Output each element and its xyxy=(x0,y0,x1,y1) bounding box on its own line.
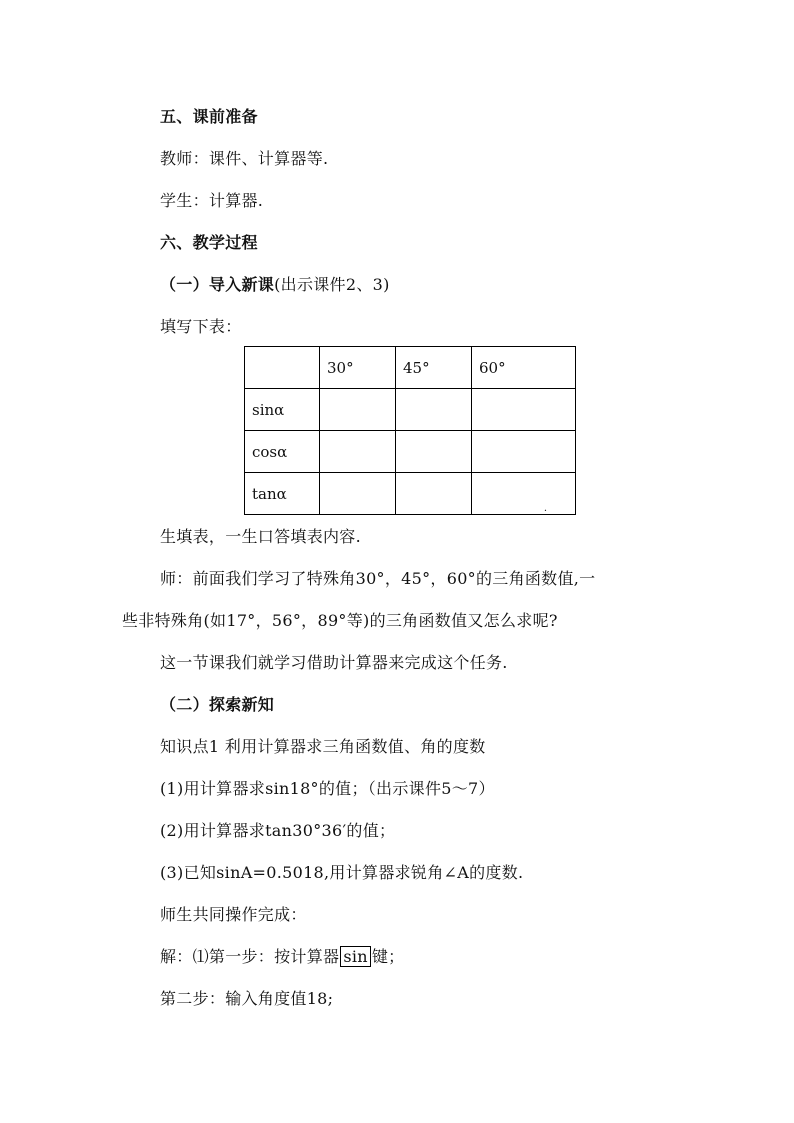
table-cell xyxy=(472,389,576,431)
teacher-question-line2: 些非特殊角(如17°，56°，89°等)的三角函数值又怎么求呢? xyxy=(122,611,558,630)
table-cell: 45° xyxy=(396,347,472,389)
table-cell xyxy=(245,347,320,389)
lesson-goal: 这一节课我们就学习借助计算器来完成这个任务. xyxy=(160,653,508,672)
table-cell xyxy=(320,431,396,473)
sin-key-label: sin xyxy=(340,946,371,967)
solution-step-2: 第二步：输入角度值18; xyxy=(160,989,334,1008)
section-heading-preparation: 五、课前准备 xyxy=(160,107,258,126)
table-cell xyxy=(320,389,396,431)
section-heading-process: 六、教学过程 xyxy=(160,233,258,252)
solution-step-1 xyxy=(160,946,404,968)
solution-step-1-text: 解：⑴第一步：按计算器 xyxy=(160,947,340,966)
teacher-question-line1: 师：前面我们学习了特殊角30°，45°，60°的三角函数值,一 xyxy=(160,569,596,588)
subheading-intro-note: (出示课件2、3) xyxy=(274,275,390,294)
exercise-item-2: (2)用计算器求tan30°36′的值； xyxy=(160,821,396,840)
subheading-intro xyxy=(160,274,390,296)
subheading-explore: （二）探索新知 xyxy=(160,695,275,714)
table-row xyxy=(245,431,576,473)
subheading-intro-title: （一）导入新课 xyxy=(160,275,275,294)
knowledge-point-1: 知识点1 利用计算器求三角函数值、角的度数 xyxy=(160,737,486,756)
table-cell xyxy=(396,473,472,515)
table-cell xyxy=(396,431,472,473)
table-cell: 60° xyxy=(472,347,576,389)
student-fill-note: 生填表，一生口答填表内容. xyxy=(160,527,361,546)
table-row xyxy=(245,473,576,515)
table-cell xyxy=(396,389,472,431)
solution-step-1-end: 键； xyxy=(371,947,405,966)
exercise-item-3: (3)已知sinA=0.5018,用计算器求锐角∠A的度数. xyxy=(160,863,524,882)
table-row xyxy=(245,389,576,431)
table-cell: tanα xyxy=(245,473,320,515)
table-cell xyxy=(472,431,576,473)
trig-value-table xyxy=(244,346,576,515)
exercise-item-1: (1)用计算器求sin18°的值；（出示课件5～7） xyxy=(160,779,495,798)
table-header-row xyxy=(245,347,576,389)
table-cell: sinα xyxy=(245,389,320,431)
table-cell: 30° xyxy=(320,347,396,389)
table-cell xyxy=(320,473,396,515)
student-preparation: 学生：计算器. xyxy=(160,191,264,210)
fill-table-instruction: 填写下表： xyxy=(160,317,242,336)
joint-operation-note: 师生共同操作完成： xyxy=(160,905,307,924)
table-cell: . xyxy=(472,473,576,515)
teacher-preparation: 教师：课件、计算器等. xyxy=(160,149,329,168)
table-cell: cosα xyxy=(245,431,320,473)
